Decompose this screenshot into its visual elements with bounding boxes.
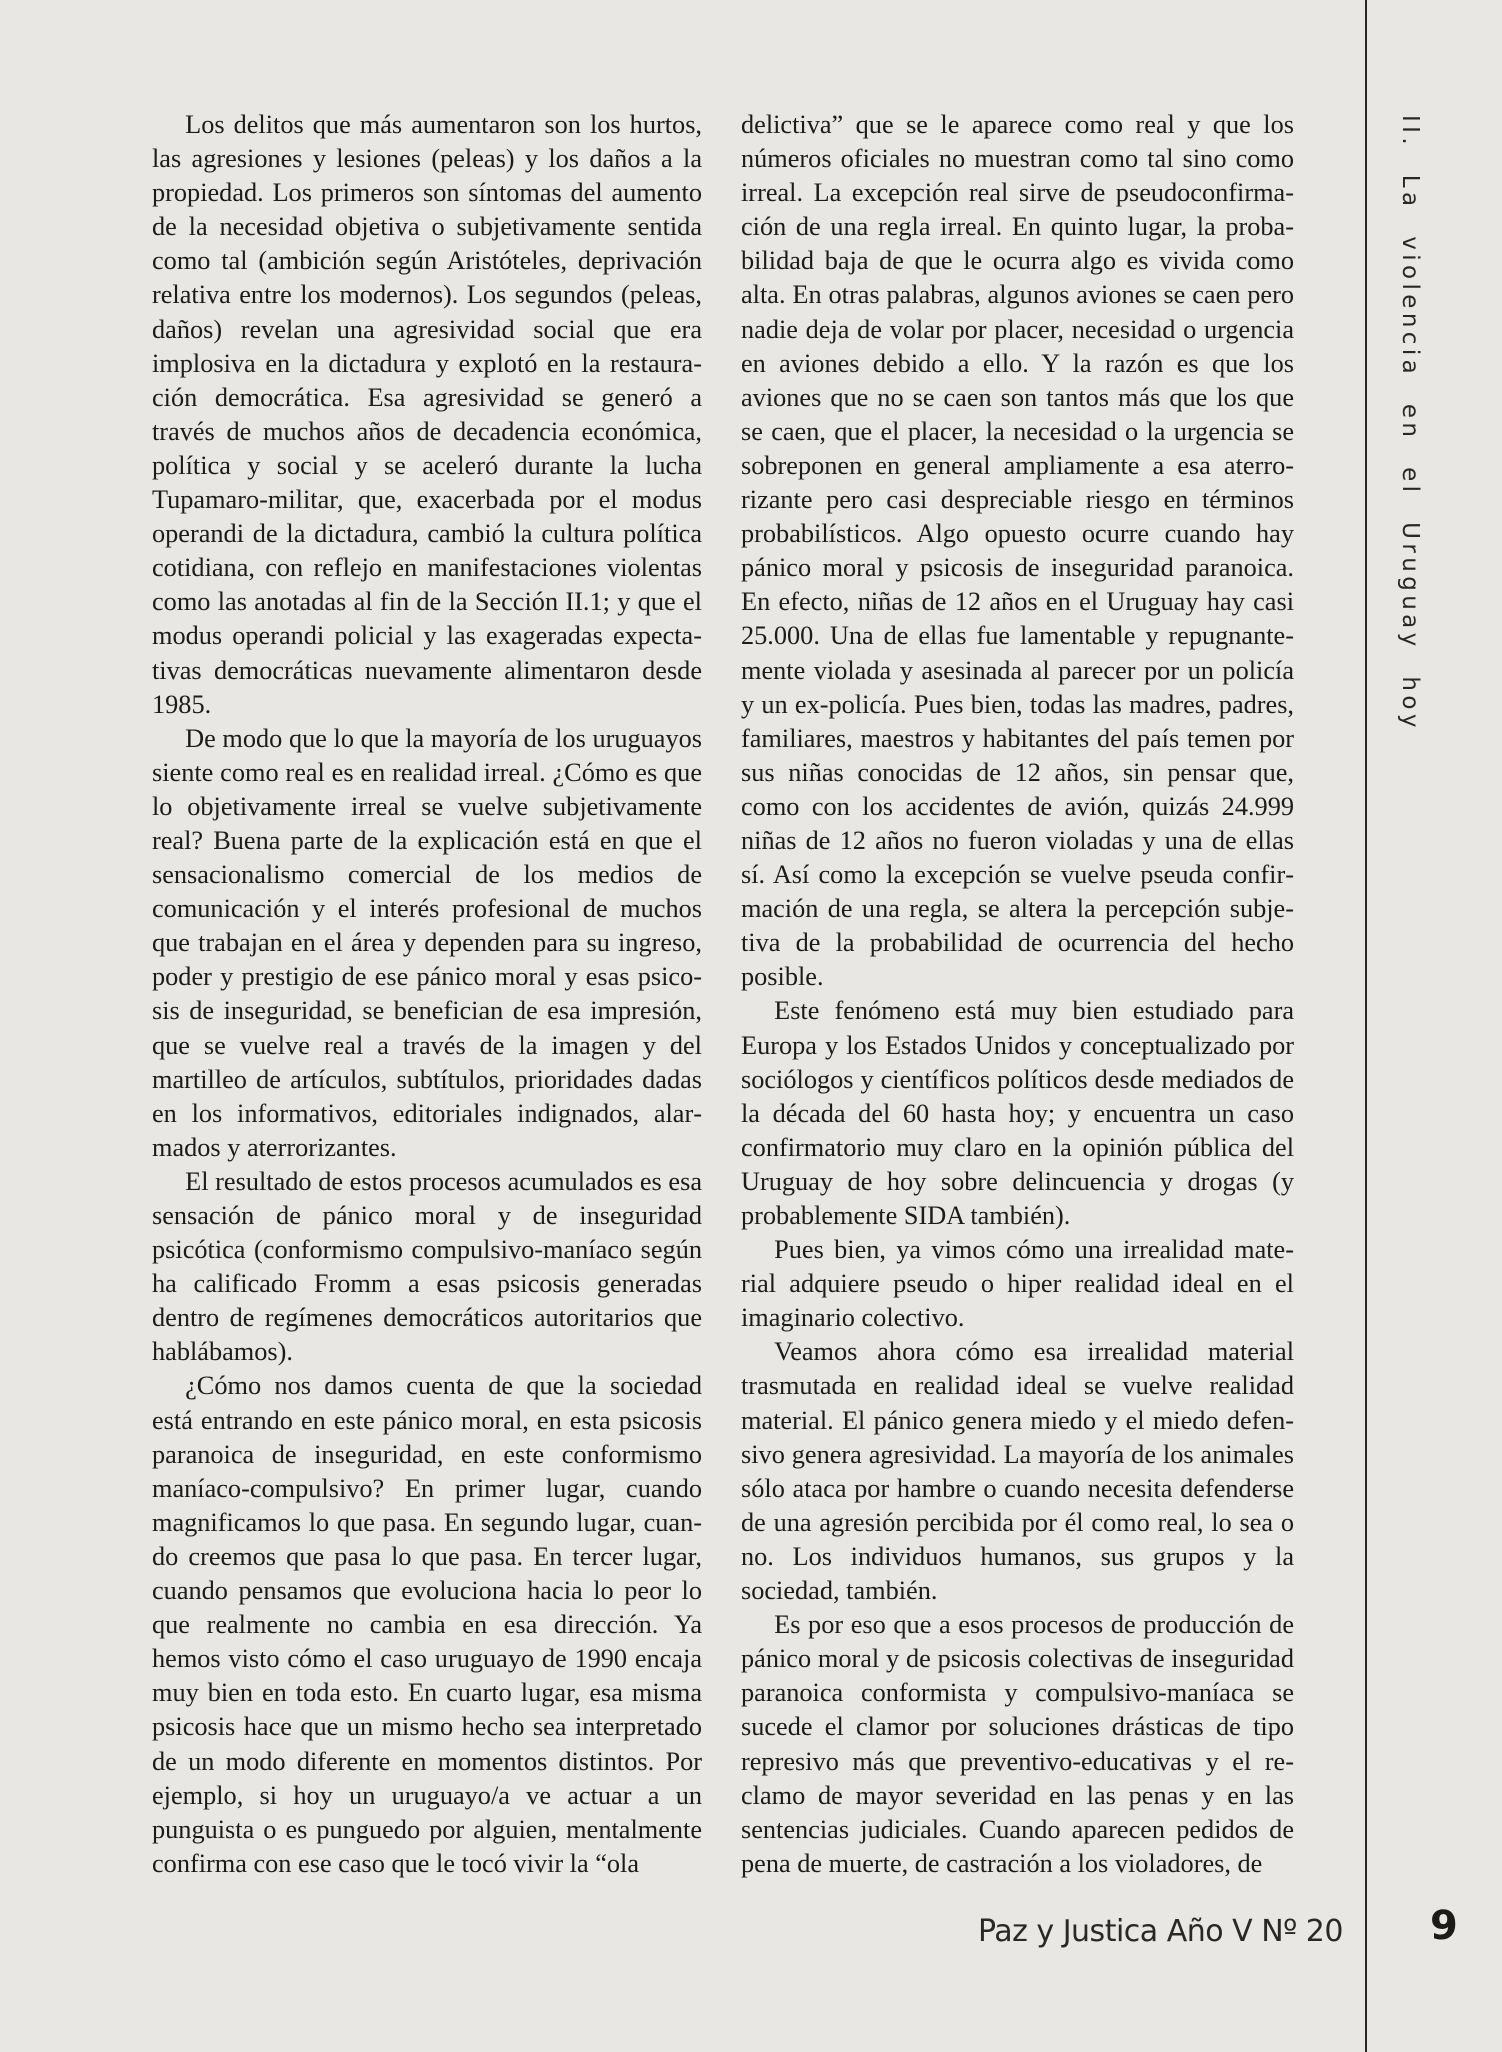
article-right-column [741, 108, 1294, 1881]
paragraph: Pues bien, ya vimos cómo una irrealidad material adquiere pseudo o hiper realidad ideal en el imaginario colectivo. [741, 1235, 1294, 1333]
paragraph: Es por eso que a esos procesos de producción de pánico moral y de psicosis colectivas de inseguridad paranoica conformista y compulsivo-maníaca se sucede el clamor por soluciones drásticas de tipo represivo más que preventivo-educativas y el reclamo de mayor severidad en las penas y en las sentencias judiciales. Cuando aparecen pedidos de pena de muerte, de castración a los violadores, de [741, 1610, 1294, 1878]
paragraph: ¿Cómo nos damos cuenta de que la sociedad está entrando en este pánico moral, en esta psicosis paranoica de inseguridad, en este conformismo maníaco-compulsivo? En primer lugar, cuando magnificamos lo que pasa. En segundo lugar, cuando creemos que pasa lo que pasa. En tercer lugar, cuando pensamos que evoluciona hacia lo peor lo que realmente no cambia en esa dirección. Ya hemos visto cómo el caso uruguayo de 1990 encaja muy bien en toda esto. En cuarto lugar, esa misma psicosis hace que un mismo hecho sea interpretado de un modo diferente en momentos distintos. Por ejemplo, si hoy un uruguayo/a ve actuar a un punguista o es punguedo por alguien, mentalmente confirma con ese caso que le tocó vivir la “ola [152, 1371, 702, 1878]
paragraph: De modo que lo que la mayoría de los uruguayos siente como real es en realidad irreal. ¿Cómo es que lo objetivamente irreal se vuelve subjetivamente real? Buena parte de la explicación está en que el sensacionalismo comercial de los medios de comunicación y el interés profesional de muchos que trabajan en el área y dependen para su ingreso, poder y prestigio de ese pánico moral y esas psicosis de inseguridad, se benefician de esa impresión, que se vuelve real a través de la imagen y del martilleo de artículos, subtítulos, prioridades dadas en los informativos, editoriales indignados, alarmados y aterrorizantes. [152, 723, 702, 1162]
margin-divider-line [1365, 0, 1367, 2052]
article-left-column [152, 108, 702, 1881]
paragraph: Los delitos que más aumentaron son los hurtos, las agresiones y lesiones (peleas) y los daños a la propiedad. Los primeros son síntomas del aumento de la necesidad objetiva o subjetivamente sentida como tal (ambición según Aristóteles, deprivación relativa entre los modernos). Los segundos (peleas, daños) revelan una agresividad social que era implosiva en la dictadura y explotó en la restauración democrática. Esa agresividad se generó a través de muchos años de decadencia económica, política y social y se aceleró durante la lucha Tupamaro-militar, que, exacerbada por el modus operandi de la dictadura, cambió la cultura política cotidiana, con reflejo en manifestaciones violentas como las anotadas al fin de la Sección II.1; y que el modus operandi policial y las exageradas expectativas democráticas nuevamente alimentaron desde 1985. [152, 110, 702, 719]
paragraph: El resultado de estos procesos acumulados es esa sensación de pánico moral y de inseguridad psicótica (conformismo compulsivo-maníaco según ha calificado Fromm a esas psicosis generadas dentro de regímenes democráticos autoritarios que hablábamos). [152, 1166, 702, 1367]
page-number: 9 [1430, 1903, 1458, 1949]
paragraph: Veamos ahora cómo esa irrealidad material trasmutada en realidad ideal se vuelve realidad material. El pánico genera miedo y el miedo defensivo genera agresividad. La mayoría de los animales sólo ataca por hambre o cuando necesita defenderse de una agresión percibida por él como real, lo sea o no. Los individuos humanos, sus grupos y la sociedad, también. [741, 1337, 1294, 1606]
publication-footer: Paz y Justica Año V Nº 20 [978, 1914, 1343, 1949]
side-section-title: II. La violencia en el Uruguay hoy [1397, 115, 1423, 732]
paragraph: Este fenómeno está muy bien estudiado para Europa y los Estados Unidos y conceptualizado por sociólogos y científicos políticos desde mediados de la década del 60 hasta hoy; y encuentra un caso confirmatorio muy claro en la opinión pública del Uruguay de hoy sobre delincuencia y drogas (y probablemente SIDA también). [741, 996, 1294, 1230]
paragraph-continued: delictiva” que se le aparece como real y que los números oficiales no muestran como tal sino como irreal. La excepción real sirve de pseudoconfirmación de una regla irreal. En quinto lugar, la probabilidad baja de que le ocurra algo es vivida como alta. En otras palabras, algunos aviones se caen pero nadie deja de volar por placer, necesidad o urgencia en aviones debido a ello. Y la razón es que los aviones que no se caen son tantos más que los que se caen, que el placer, la necesidad o la urgencia se sobreponen en general ampliamente a esa aterrorizante pero casi despreciable riesgo en términos probabilísticos. Algo opuesto ocurre cuando hay pánico moral y psicosis de inseguridad paranoica. En efecto, niñas de 12 años en el Uruguay hay casi 25.000. Una de ellas fue lamentable y repugnantemente violada y asesinada al parecer por un policía y un ex-policía. Pues bien, todas las madres, padres, familiares, maestros y habitantes del país temen por sus niñas conocidas de 12 años, sin pensar que, como con los accidentes de avión, quizás 24.999 niñas de 12 años no fueron violadas y una de ellas sí. Así como la excepción se vuelve pseuda confirmación de una regla, se altera la percepción subjetiva de la probabilidad de ocurrencia del hecho posible. [741, 110, 1294, 992]
